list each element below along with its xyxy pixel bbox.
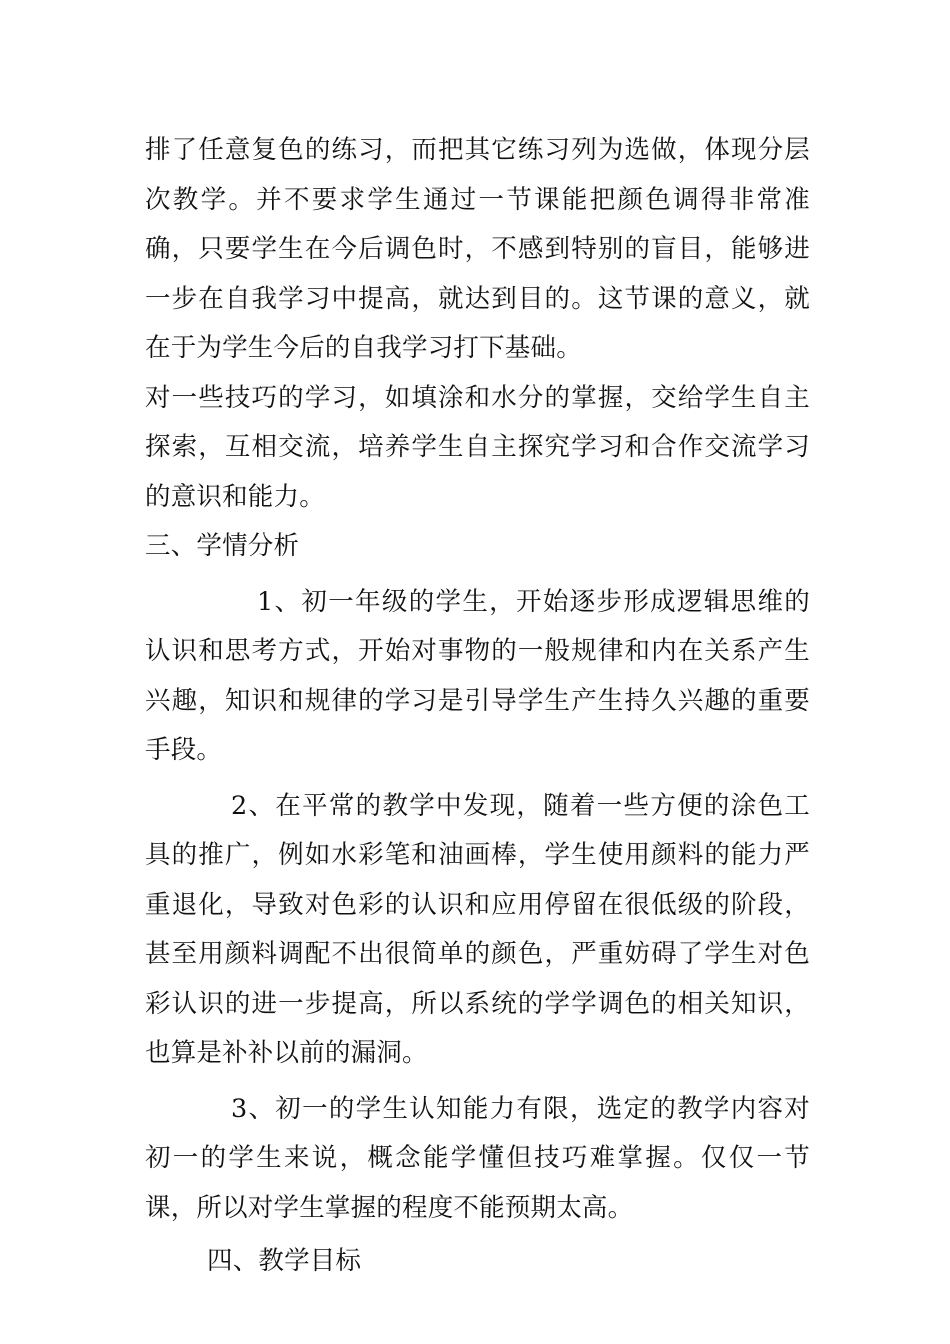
paragraph-technique-learning: 对一些技巧的学习，如填涂和水分的掌握，交给学生自主探索，互相交流，培养学生自主探究学习和合作交流学习的意识和能力。 xyxy=(145,382,810,512)
paragraph-analysis-point-3: 3、初一的学生认知能力有限，选定的教学内容对初一的学生来说，概念能学懂但技巧难掌握。仅仅一节课，所以对学生掌握的程度不能预期太高。 xyxy=(145,1093,810,1223)
heading-teaching-objectives: 四、教学目标 xyxy=(207,1246,362,1276)
document-body xyxy=(145,126,810,1287)
paragraph-layered-teaching: 排了任意复色的练习，而把其它练习列为选做，体现分层次教学。并不要求学生通过一节课能把颜色调得非常准确，只要学生在今后调色时，不感到特别的盲目，能够进一步在自我学习中提高，就达到目的。这节课的意义，就在于为学生今后的自我学习打下基础。 xyxy=(145,135,810,363)
paragraph-analysis-point-2: 2、在平常的教学中发现，随着一些方便的涂色工具的推广，例如水彩笔和油画棒，学生使用颜料的能力严重退化，导致对色彩的认识和应用停留在很低级的阶段，甚至用颜料调配不出很简单的颜色，严重妨碍了学生对色彩认识的进一步提高，所以系统的学学调色的相关知识，也算是补补以前的漏洞。 xyxy=(145,790,810,1068)
heading-student-analysis: 三、学情分析 xyxy=(145,531,300,561)
paragraph-analysis-point-1: 1、初一年级的学生，开始逐步形成逻辑思维的认识和思考方式，开始对事物的一般规律和内在关系产生兴趣，知识和规律的学习是引导学生产生持久兴趣的重要手段。 xyxy=(145,586,810,765)
